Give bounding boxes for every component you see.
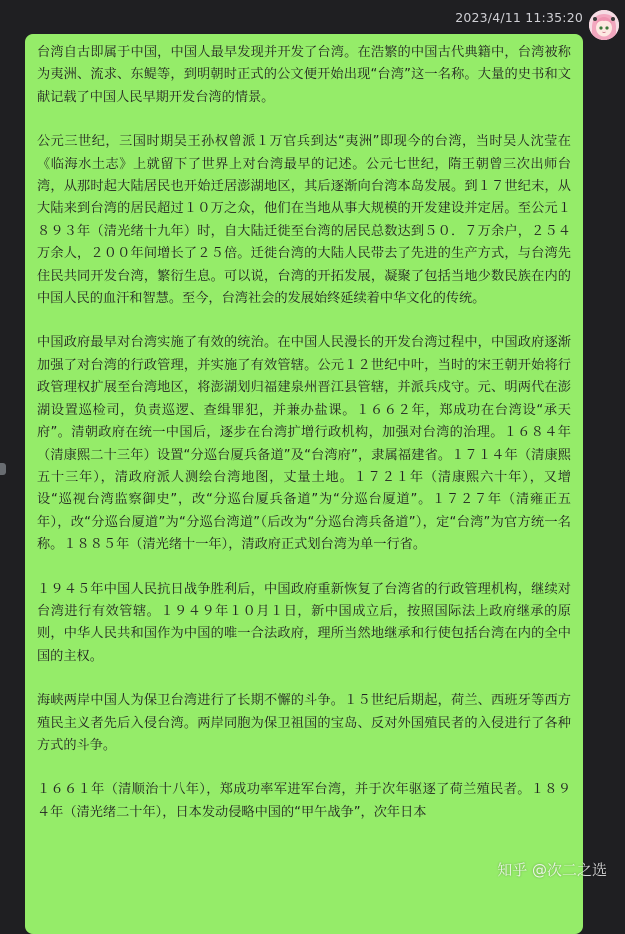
message-paragraph: １９４５年中国人民抗日战争胜利后，中国政府重新恢复了台湾省的行政管理机构，继续对台湾进行有效管辖。１９４９年１０月１日，新中国成立后，按照国际法上政府继承的原则，中华人民共和国作为中国的唯一合法政府，理所当然地继承和行使包括台湾在内的全中国的主权。: [37, 581, 571, 664]
watermark: 知乎 @次二之选: [497, 861, 607, 879]
message-timestamp: 2023/4/11 11:35:20: [455, 10, 583, 25]
scroll-indicator[interactable]: [0, 463, 6, 475]
message-paragraph: 海峡两岸中国人为保卫台湾进行了长期不懈的斗争。１５世纪后期起，荷兰、西班牙等西方殖民主义者先后入侵台湾。两岸同胞为保卫祖国的宝岛、反对外国殖民者的入侵进行了各种方式的斗争。: [37, 693, 571, 753]
message-paragraph: １６６１年（清顺治十八年），郑成功率军进军台湾，并于次年驱逐了荷兰殖民者。１８９４年（清光绪二十年），日本发动侵略中国的“甲午战争”，次年日本: [37, 782, 571, 820]
avatar[interactable]: [589, 10, 619, 40]
message-paragraph: 公元三世纪，三国时期吴王孙权曾派１万官兵到达“夷洲”即现今的台湾，当时吴人沈莹在《临海水土志》上就留下了世界上对台湾最早的记述。公元七世纪，隋王朝曾三次出师台湾，从那时起大陆居民也开始迁居澎湖地区，其后逐渐向台湾本岛发展。到１７世纪末，从大陆来到台湾的居民超过１０万之众，他们在当地从事大规模的开发建设并定居。至公元１８９３年（清光绪十九年）时，自大陆迁徙至台湾的居民总数达到５０．７万余户，２５４万余人，２００年间增长了２５倍。迁徙台湾的大陆人民带去了先进的生产方式，与台湾先住民共同开发台湾，繁衍生息。可以说，台湾的开拓发展，凝聚了包括当地少数民族在内的中国人民的血汗和智慧。至今，台湾社会的发展始终延续着中华文化的传统。: [37, 134, 571, 307]
message-paragraph: 台湾自古即属于中国，中国人最早发现并开发了台湾。在浩繁的中国古代典籍中，台湾被称为夷洲、流求、东鳀等，到明朝时正式的公文便开始出现“台湾”这一名称。大量的史书和文献记载了中国人民早期开发台湾的情景。: [37, 45, 571, 105]
anime-girl-avatar-icon: [589, 10, 619, 40]
message-bubble[interactable]: [25, 34, 583, 934]
message-paragraph: 中国政府最早对台湾实施了有效的统治。在中国人民漫长的开发台湾过程中，中国政府逐渐加强了对台湾的行政管理，并实施了有效管辖。公元１２世纪中叶，当时的宋王朝开始将行政管理权扩展至台湾地区，将澎湖划归福建泉州晋江县管辖，并派兵戍守。元、明两代在澎湖设置巡检司，负责巡逻、查缉罪犯，并兼办盐课。１６６２年，郑成功在台湾设“承天府”。清朝政府在统一中国后，逐步在台湾扩增行政机构，加强对台湾的治理。１６８４年（清康熙二十三年）设置“分巡台厦兵备道”及“台湾府”，隶属福建省。１７１４年（清康熙五十三年），清政府派人测绘台湾地图，丈量土地。１７２１年（清康熙六十年），又增设“巡视台湾监察御史”，改“分巡台厦兵备道”为“分巡台厦道”。１７２７年（清雍正五年），改“分巡台厦道”为“分巡台湾道”（后改为“分巡台湾兵备道”），定“台湾”为官方统一名称。１８８５年（清光绪十一年），清政府正式划台湾为单一行省。: [37, 335, 571, 553]
